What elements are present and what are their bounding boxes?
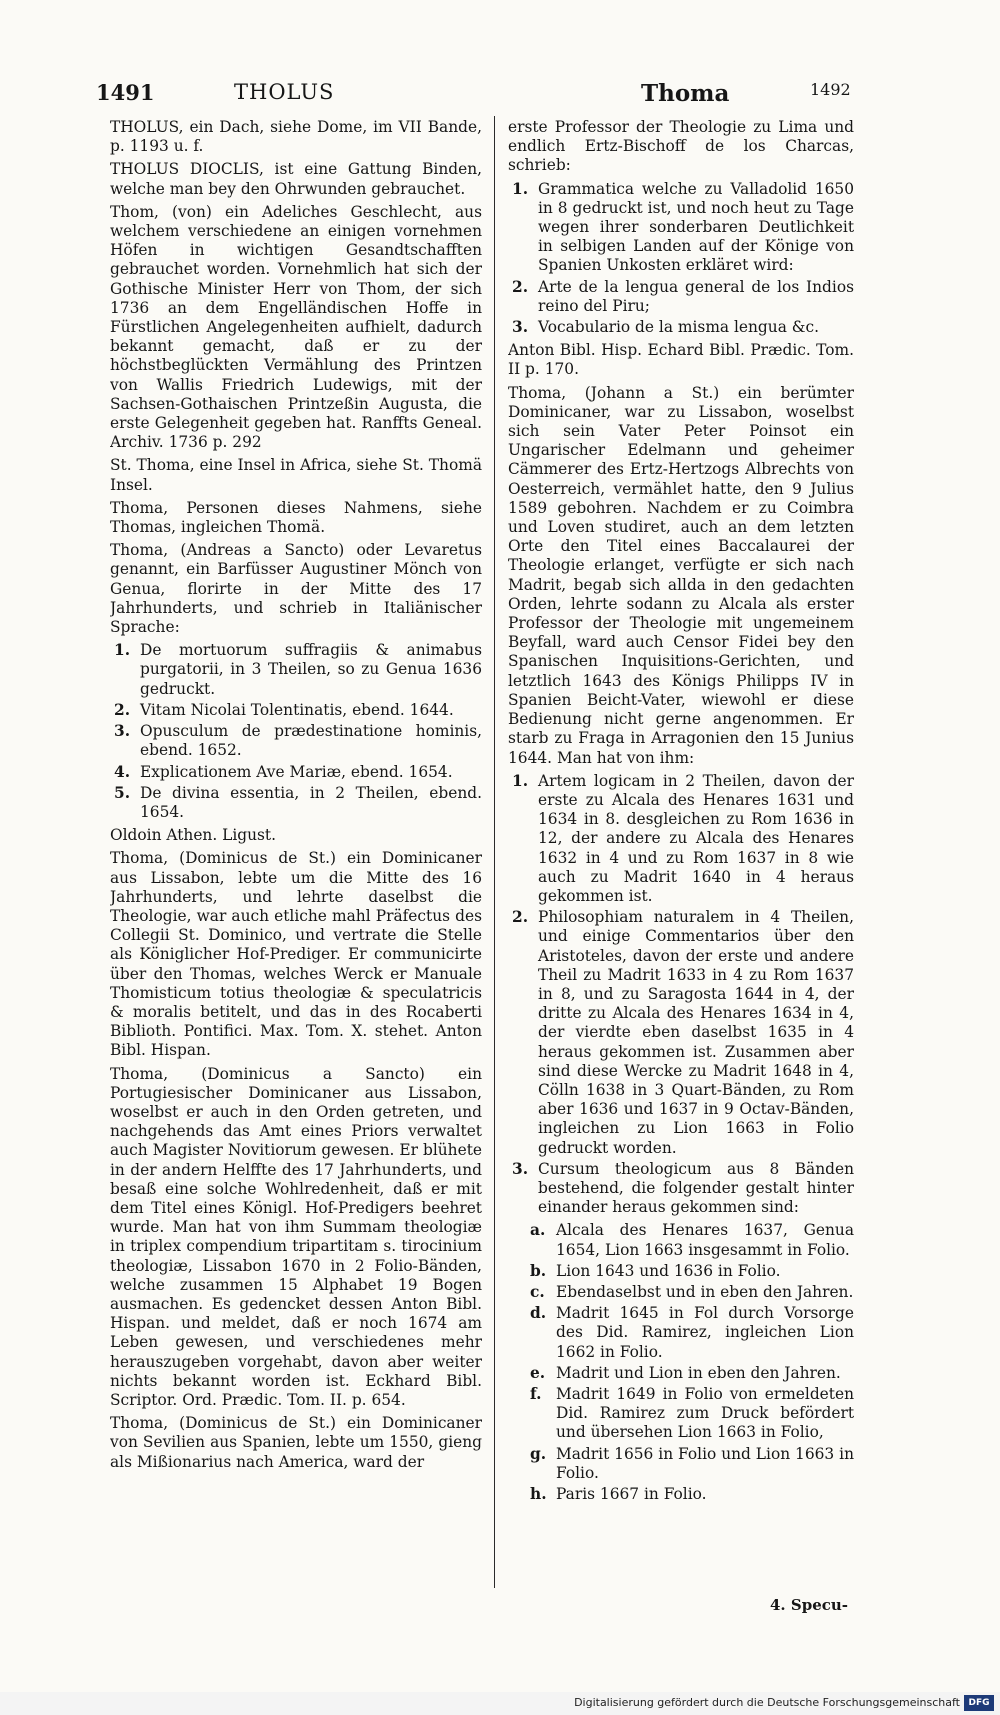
list-item-text: Lion 1643 und 1636 in Folio. xyxy=(556,1261,781,1280)
list-item xyxy=(530,1261,854,1281)
catchword: 4. Specu- xyxy=(770,1596,849,1614)
list-item xyxy=(530,1363,854,1383)
list-item-text: Grammatica welche zu Valladolid 1650 in 8 gedruckt ist, und noch heut zu Tage wegen ihrer sonderbaren Deutlichkeit in selbigen Landen auf der Könige von Spanien Unkosten erkläret wird: xyxy=(538,179,854,275)
list-item-text: Philosophiam naturalem in 4 Theilen, und einige Commentarios über den Aristoteles, davon der erste und andere Theil zu Madrit 1633 in 4 zu Rom 1637 in 8, und zu Saragosta 1644 in 4, der dritte zu Alcala des Henares 1634 in 4, der vierdte eben daselbst 1635 in 4 heraus gekommen ist. Zusammen aber sind diese Wercke zu Madrit 1648 in 4, Cölln 1638 in 3 Quart-Bänden, zu Rom aber 1636 und 1637 in 9 Octav-Bänden, ingleichen zu Lion 1663 in Folio gedruckt worden. xyxy=(538,908,854,1157)
list-item xyxy=(114,783,482,822)
works-list-andreas xyxy=(110,641,482,822)
footer-credit: Digitalisierung gefördert durch die Deutsche Forschungsgemeinschaft xyxy=(574,1696,960,1709)
running-title-left: THOLUS xyxy=(234,80,335,104)
list-item-letter: e. xyxy=(530,1363,546,1382)
list-item-number: 3. xyxy=(512,1159,529,1178)
entry-thoma-personen: Thoma, Personen dieses Nahmens, siehe Thomas, ingleichen Thomä. xyxy=(110,498,482,537)
entry-thoma-dominicus-a-sancto: Thoma, (Dominicus a Sancto) ein Portugiesischer Dominicaner aus Lissabon, woselbst er auch in den Orden getreten, und nachgehends das Amt eines Priors verwaltet auch Magister Novitiorum gewesen. Er blühete in der andern Helffte des 17 Jahrhunderts, und besaß eine solche Wohlredenheit, daß er mit dem Titel eines Königl. Hof-Predigers beehret wurde. Man hat von ihm Summam theologiæ in triplex compendium tripartitam s. tirocinium theologiæ, Lissabon 1670 in 2 Folio-Bänden, welche zusammen 15 Alphabet 19 Bogen ausmachen. Es gedencket dessen Anton Bibl. Hispan. und meldet, daß er noch 1674 am Leben gewesen, und verschiedenes mehr herauszugeben vorgehabt, davon aber weiter nichts bekannt worden ist. Eckhard Bibl. Scriptor. Ord. Prædic. Tom. II. p. 654. xyxy=(110,1064,482,1409)
list-item-text: Madrit 1645 in Fol durch Vorsorge des Did. Ramirez, ingleichen Lion 1662 in Folio. xyxy=(556,1304,854,1361)
list-item-text: De mortuorum suffragiis & animabus purgatorii, in 3 Theilen, so zu Genua 1636 gedruckt. xyxy=(140,641,482,698)
list-item-text: Madrit 1656 in Folio und Lion 1663 in Folio. xyxy=(556,1444,854,1482)
list-item-text: Vocabulario de la misma lengua &c. xyxy=(538,318,819,337)
list-item xyxy=(512,318,854,337)
list-item-text: Vitam Nicolai Tolentinatis, ebend. 1644. xyxy=(140,700,454,719)
works-list-dominicus xyxy=(508,180,854,338)
entry-thoma-dominicus-de-st: Thoma, (Dominicus de St.) ein Dominicaner aus Lissabon, lebte um die Mitte des 16 Jahrhunderts, und lehrte daselbst die Theologie, war auch etliche mahl Präfectus des Collegii St. Dominico, und vertrate die Stelle als Königlicher Hof-Prediger. Er communicirte über den Thomas, welches Werck er Manuale Thomisticum totius theologiæ & speculatricis & moralis betitelt, und das in des Rocaberti Biblioth. Pontifici. Max. Tom. X. stehet. Anton Bibl. Hispan. xyxy=(110,849,482,1060)
list-item xyxy=(530,1304,854,1362)
list-item xyxy=(530,1444,854,1483)
entry-st-thoma: St. Thoma, eine Insel in Africa, siehe St. Thomä Insel. xyxy=(110,456,482,494)
page-number-right: 1492 xyxy=(810,80,851,99)
list-item-letter: b. xyxy=(530,1261,547,1280)
dfg-logo: DFG xyxy=(964,1695,994,1711)
column-divider xyxy=(494,116,495,1588)
list-item xyxy=(530,1485,854,1504)
entry-thoma-dominicus-sevilien: Thoma, (Dominicus de St.) ein Dominicaner von Sevilien aus Spanien, lebte um 1550, gieng als Mißionarius nach America, ward der xyxy=(110,1414,482,1471)
right-column xyxy=(508,118,854,1508)
list-item-letter: d. xyxy=(530,1304,547,1323)
list-item-letter: a. xyxy=(530,1221,546,1240)
entry-tholus-dioclis: THOLUS DIOCLIS, ist eine Gattung Binden, welche man bey den Ohrwunden gebrauchet. xyxy=(110,160,482,198)
list-item xyxy=(114,641,482,699)
list-item xyxy=(512,179,854,276)
list-item xyxy=(512,771,854,906)
list-item-text: Paris 1667 in Folio. xyxy=(556,1485,707,1504)
list-item-number: 2. xyxy=(512,908,529,927)
list-item xyxy=(114,722,482,760)
list-item-number: 2. xyxy=(114,700,131,719)
list-item-number: 5. xyxy=(114,783,131,802)
source-citation: Anton Bibl. Hisp. Echard Bibl. Prædic. Tom. II p. 170. xyxy=(508,341,854,379)
page-number-left: 1491 xyxy=(96,80,155,105)
list-item-text: De divina essentia, in 2 Theilen, ebend. 1654. xyxy=(140,783,482,821)
list-item-number: 3. xyxy=(114,722,131,741)
list-item xyxy=(530,1221,854,1259)
list-item xyxy=(512,277,854,316)
page-header xyxy=(96,80,856,114)
list-item-text: Explicationem Ave Mariæ, ebend. 1654. xyxy=(140,762,453,781)
list-item-number: 1. xyxy=(114,641,131,660)
list-item-text: Madrit und Lion in eben den Jahren. xyxy=(556,1363,841,1382)
list-item-text: Ebendaselbst und in eben den Jahren. xyxy=(556,1282,854,1301)
list-item xyxy=(530,1385,854,1443)
left-column xyxy=(110,118,482,1476)
source-citation: Oldoin Athen. Ligust. xyxy=(110,826,277,845)
list-item-text: Arte de la lengua general de los Indios reino del Piru; xyxy=(538,277,854,315)
entry-tholus: THOLUS, ein Dach, siehe Dome, im VII Bande, p. 1193 u. f. xyxy=(110,118,482,156)
list-item xyxy=(530,1282,854,1302)
list-item-letter: g. xyxy=(530,1444,547,1463)
list-item-text: Artem logicam in 2 Theilen, davon der erste zu Alcala des Henares 1631 und 1634 in 8. desgleichen zu Rom 1636 in 12, der andere zu Alcala des Henares 1632 in 4 und zu Rom 1637 in 8 wie auch zu Madrit 1640 in 4 heraus gekommen ist. xyxy=(538,771,854,905)
list-item-text: Cursum theologicum aus 8 Bänden bestehend, die folgender gestalt hinter einander heraus gekommen sind: xyxy=(538,1159,854,1217)
entry-thom: Thom, (von) ein Adeliches Geschlecht, aus welchem verschiedene an einigen vornehmen Höfen in wichtigen Gesandtschafften gebrauchet worden. Vornehmlich hat sich der Gothische Minister Herr von Thom, der sich 1736 an dem Engelländischen Hoffe in Fürstlichen Angelegenheiten aufhielt, dadurch bekannt gemacht, daß er zu der höchstbeglückten Vermählung des Printzen von Wallis Friedrich Ludewigs, mit der Sachsen-Gothaischen Printzeßin Augusta, die erste Gelegenheit gegeben hat. Ranffts Geneal. Archiv. 1736 p. 292 xyxy=(110,202,482,452)
list-item-number: 4. xyxy=(114,762,131,781)
list-item xyxy=(512,908,854,1158)
entry-thoma-johann: Thoma, (Johann a St.) ein berümter Dominicaner, war zu Lissabon, woselbst sich sein Vater Peter Poinsot ein Ungarischer Edelmann und geheimer Cämmerer des Ertz-Hertzogs Albrechts von Oesterreich, vermählet hatte, den 9 Julius 1589 gebohren. Nachdem er zu Coimbra und Loven studiret, auch an dem letzten Orte den Titel eines Baccalaurei der Theologie erlanget, verfügte er sich nach Madrit, begab sich allda in den gedachten Orden, lehrte sodann zu Alcala als erster Professor der Theologie mit ungemeinem Beyfall, ward auch Censor Fidei bey den Spanischen Inquisitions-Gerichten, und letztlich 1643 des Königs Philipps IV in Spanien Beicht-Vater, wiewohl er diese Bedienung nicht gerne angenommen. Er starb zu Fraga in Arragonien den 15 Junius 1644. Man hat von ihm: xyxy=(508,383,854,767)
list-item-text: Opusculum de prædestinatione hominis, ebend. 1652. xyxy=(140,722,482,760)
list-item-text: Alcala des Henares 1637, Genua 1654, Lion 1663 insgesammt in Folio. xyxy=(556,1221,854,1259)
edition-sublist xyxy=(508,1221,854,1504)
list-item-text: Madrit 1649 in Folio von ermeldeten Did. Ramirez zum Druck befördert und übersehen Lion 1663 in Folio, xyxy=(556,1385,854,1442)
list-item xyxy=(114,762,482,782)
list-item-number: 3. xyxy=(512,318,529,337)
list-item-letter: f. xyxy=(530,1385,542,1403)
list-item xyxy=(114,700,482,720)
list-item-number: 2. xyxy=(512,277,529,296)
running-title-right: Thoma xyxy=(641,80,730,107)
entry-thoma-andreas: Thoma, (Andreas a Sancto) oder Levaretus genannt, ein Barfüsser Augustiner Mönch von Genua, florirte in der Mitte des 17 Jahrhunderts, und schrieb in Italiänischer Sprache: xyxy=(110,541,482,637)
list-item xyxy=(512,1159,854,1218)
list-item-letter: c. xyxy=(530,1282,545,1301)
list-item-letter: h. xyxy=(530,1485,547,1504)
footer-bar xyxy=(0,1692,1000,1715)
list-item-number: 1. xyxy=(512,179,529,198)
works-list-johann xyxy=(508,772,854,1218)
list-item-number: 1. xyxy=(512,771,529,790)
entry-continuation: erste Professor der Theologie zu Lima und endlich Ertz-Bischoff de los Charcas, schrieb: xyxy=(508,118,854,175)
